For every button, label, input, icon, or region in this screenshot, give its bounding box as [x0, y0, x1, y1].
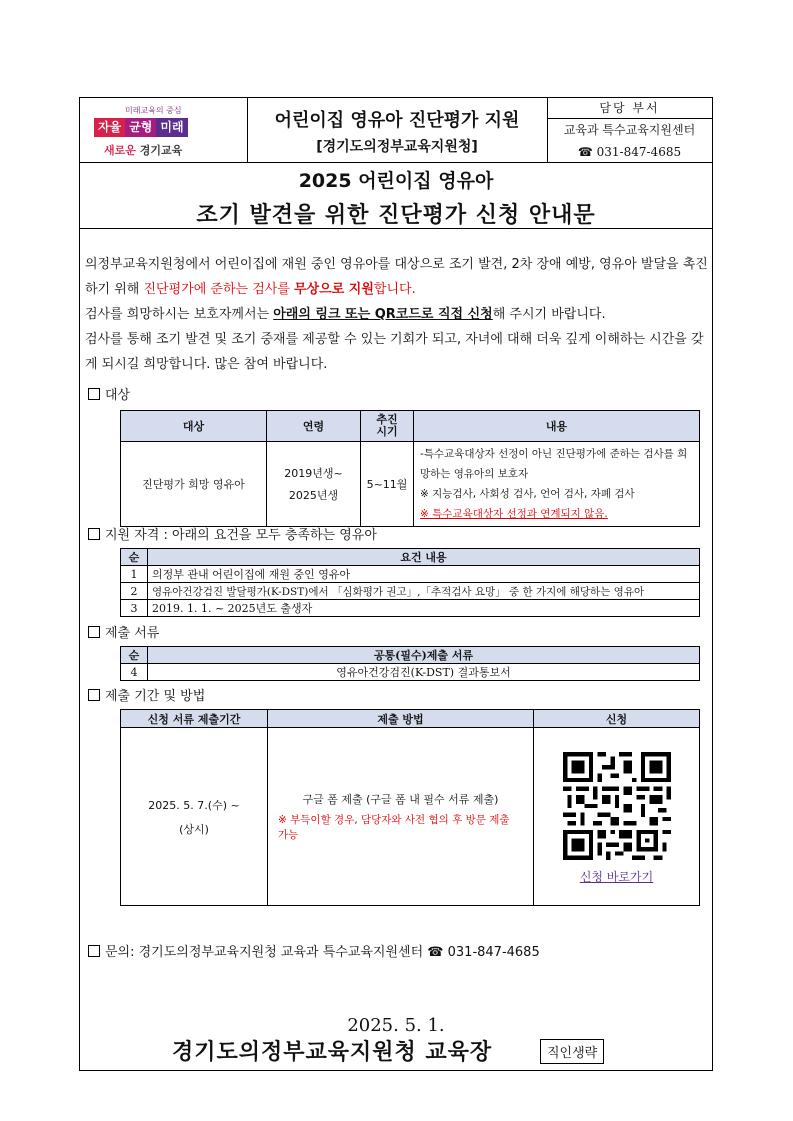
seal-omitted-stamp: 직인생략	[540, 1039, 604, 1064]
logo-brand	[104, 142, 182, 158]
th-apply: 신청	[534, 710, 700, 728]
th-content: 내용	[414, 411, 700, 442]
dept-phone: ☎ 031-847-4685	[577, 145, 682, 159]
header-title-box	[247, 98, 548, 162]
th-no: 순	[121, 549, 148, 566]
section-method-title	[88, 685, 205, 704]
dept-heading: 담당 부서	[547, 98, 712, 119]
section-eligibility-title	[88, 524, 377, 543]
th-no: 순	[121, 647, 148, 664]
checkbox-icon	[88, 689, 100, 701]
target-table	[120, 410, 700, 527]
period-line-1: 2025. 5. 7.(수) ~	[148, 798, 240, 812]
dept-name: 교육과 특수교육지원센터	[563, 123, 696, 137]
content-line-3: ※ 특수교육대상자 선정과 연계되지 않음.	[420, 508, 608, 520]
intro-p2	[85, 302, 709, 327]
intro-p1-a: 의정부교육지원청에서 어린이집에 재원 중인 영유아를 대상으로 조기 발견, 2차 장애 예방, 영유아 발달을 촉진하기 위해	[85, 257, 708, 297]
intro-p2-a: 검사를 희망하시는 보호자께서는	[85, 307, 274, 322]
qr-code-icon[interactable]	[563, 752, 671, 860]
logo-word-2: 균형	[125, 118, 156, 137]
section-target-title	[88, 384, 130, 403]
row-text: 2019. 1. 1. ~ 2025년도 출생자	[148, 600, 700, 617]
logo-word-boxes	[94, 118, 188, 137]
th-target: 대상	[121, 411, 267, 442]
cell-age-2: 2025년생	[288, 489, 339, 502]
section-eligibility-label: 지원 자격 : 아래의 요건을 모두 충족하는 영유아	[105, 528, 377, 543]
main-title-line1: 2025 어린이집 영유아	[298, 170, 494, 192]
checkbox-icon	[88, 388, 100, 400]
table-row	[121, 566, 700, 583]
gyeonggi-education-logo	[80, 98, 248, 162]
row-no: 4	[121, 664, 148, 681]
th-age: 연령	[267, 411, 361, 442]
row-text: 영유아건강검진 발달평가(K-DST)에서 「심화평가 권고」,「추적검사 요망」 중 한 가지에 해당하는 영유아	[148, 583, 700, 600]
row-no: 2	[121, 583, 148, 600]
dept-box	[547, 98, 712, 162]
contact-line	[88, 941, 540, 960]
cell-method	[268, 728, 534, 906]
th-requirement: 요건 내용	[148, 549, 700, 566]
intro-p2-c: 해 주시기 바랍니다.	[492, 307, 606, 322]
method-text: 구글 폼 제출 (구글 폼 내 필수 서류 제출)	[302, 792, 499, 806]
intro-p1-red: 진단평가에 준하는 검사를	[143, 282, 295, 297]
section-method-label: 제출 기간 및 방법	[105, 689, 206, 704]
cell-age	[267, 442, 361, 527]
th-period: 신청 서류 제출기간	[121, 710, 268, 728]
header-subtitle: [경기도의정부교육지원청]	[316, 139, 478, 155]
content-line-1: -특수교육대상자 선정이 아닌 진단평가에 준하는 검사를 희망하는 영유아의 보호자	[420, 448, 688, 480]
th-method: 제출 방법	[268, 710, 534, 728]
cell-period: 5~11월	[361, 442, 414, 527]
intro-p1	[85, 252, 709, 302]
main-title	[80, 162, 712, 229]
intro-text	[85, 252, 709, 377]
documents-table	[120, 646, 700, 681]
table-row	[121, 600, 700, 617]
apply-link[interactable]: 신청 바로가기	[579, 870, 654, 884]
intro-p2-underline: 아래의 링크 또는 QR코드로 직접 신청	[273, 307, 493, 322]
logo-word-1: 자율	[94, 118, 125, 137]
row-no: 3	[121, 600, 148, 617]
row-no: 1	[121, 566, 148, 583]
cell-submission-period	[121, 728, 268, 906]
table-row	[121, 664, 700, 681]
section-documents-label: 제출 서류	[105, 626, 160, 641]
checkbox-icon	[88, 528, 100, 540]
section-target-label: 대상	[105, 388, 131, 403]
header	[80, 98, 712, 163]
intro-p1-end: 합니다.	[373, 282, 416, 297]
table-row	[121, 583, 700, 600]
header-title: 어린이집 영유아 진단평가 지원	[274, 110, 520, 131]
cell-apply	[534, 728, 700, 906]
method-note: ※ 부득이할 경우, 담당자와 사전 협의 후 방문 제출 가능	[278, 813, 510, 841]
period-line-2: (상시)	[179, 822, 209, 836]
section-documents-title	[88, 622, 159, 641]
logo-tagline: 미래교육의 중심	[125, 106, 182, 115]
contact-text: 문의: 경기도의정부교육지원청 교육과 특수교육지원센터 ☎ 031-847-4685	[105, 945, 540, 960]
cell-content	[414, 442, 700, 527]
cell-age-1: 2019년생~	[284, 467, 343, 480]
signer: 경기도의정부교육지원청 교육장	[172, 1040, 493, 1065]
logo-brand-dark: 경기교육	[139, 144, 183, 157]
intro-p3: 검사를 통해 조기 발견 및 조기 중재를 제공할 수 있는 기회가 되고, 자녀에 대해 더욱 깊게 이해하는 시간을 갖게 되시길 희망합니다. 많은 참여 바랍니다.	[85, 332, 704, 372]
content-line-2: ※ 지능검사, 사회성 검사, 언어 검사, 자폐 검사	[420, 488, 635, 500]
intro-p1-bold: 무상으로 지원	[294, 282, 374, 297]
th-documents: 공통(필수)제출 서류	[148, 647, 700, 664]
method-table	[120, 709, 700, 906]
logo-brand-red: 새로운	[104, 144, 136, 157]
checkbox-icon	[88, 945, 100, 957]
issue-date: 2025. 5. 1.	[347, 1015, 445, 1036]
notice-frame	[79, 97, 713, 1071]
th-period: 추진 시기	[361, 411, 414, 442]
eligibility-table	[120, 548, 700, 617]
row-text: 영유아건강검진(K-DST) 결과통보서	[148, 664, 700, 681]
cell-target: 진단평가 희망 영유아	[121, 442, 267, 527]
logo-word-3: 미래	[156, 118, 187, 137]
main-title-line2: 조기 발견을 위한 진단평가 신청 안내문	[196, 203, 596, 228]
checkbox-icon	[88, 626, 100, 638]
row-text: 의정부 관내 어린이집에 재원 중인 영유아	[148, 566, 700, 583]
